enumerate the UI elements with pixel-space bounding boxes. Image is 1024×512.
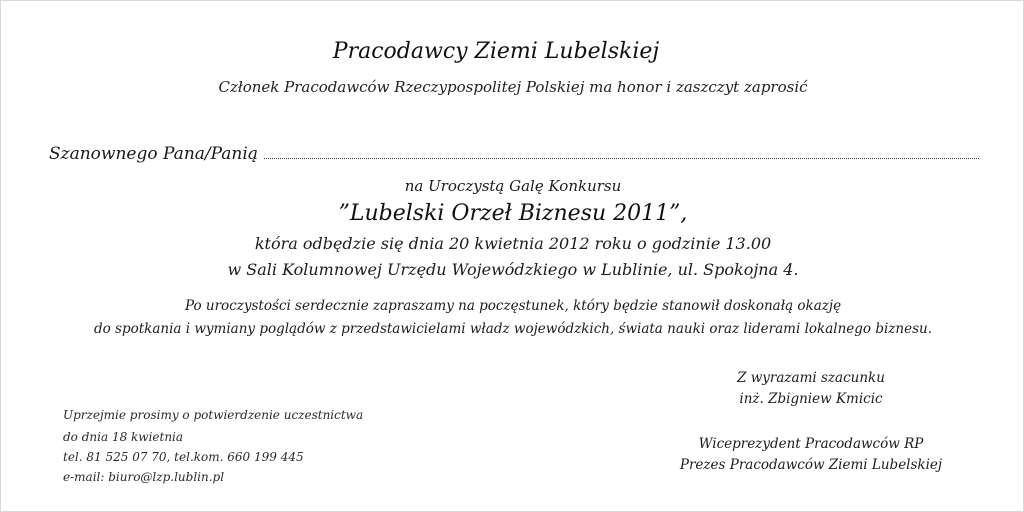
rsvp-deadline: do dnia 18 kwietnia — [63, 430, 184, 444]
organization-title: Pracodawcy Ziemi Lubelskiej — [332, 39, 660, 64]
event-place-line: w Sali Kolumnowej Urzędu Wojewódzkiego w Lublinie, ul. Spokojna 4. — [227, 260, 799, 279]
organization-subtitle: Członek Pracodawców Rzeczypospolitej Polskiej ma honor i zaszczyt zaprosić — [218, 78, 808, 96]
signer-role-2: Prezes Pracodawców Ziemi Lubelskiej — [679, 457, 943, 473]
name-fill-line — [264, 146, 979, 159]
event-date-line: która odbędzie się dnia 20 kwietnia 2012 roku o godzinie 13.00 — [254, 234, 772, 253]
salutation-row — [49, 144, 979, 164]
invite-line: na Uroczystą Galę Konkursu — [404, 177, 622, 195]
signer-name: inż. Zbigniew Kmicic — [739, 391, 883, 407]
closing-phrase: Z wyrazami szacunku — [737, 370, 885, 386]
signer-role-1: Wiceprezydent Pracodawców RP — [698, 436, 924, 452]
rsvp-email: e-mail: biuro@lzp.lublin.pl — [63, 470, 225, 484]
reception-text-line-1: Po uroczystości serdecznie zapraszamy na poczęstunek, który będzie stanowił doskonałą okazję — [184, 298, 842, 314]
rsvp-request: Uprzejmie prosimy o potwierdzenie uczestnictwa — [63, 408, 364, 422]
reception-text-line-2: do spotkania i wymiany poglądów z przedstawicielami władz wojewódzkich, świata nauki oraz liderami lokalnego biznesu. — [93, 321, 932, 337]
event-name: ”Lubelski Orzeł Biznesu 2011”, — [338, 201, 688, 226]
salutation-label: Szanownego Pana/Panią — [49, 144, 258, 164]
rsvp-phone: tel. 81 525 07 70, tel.kom. 660 199 445 — [63, 450, 304, 464]
